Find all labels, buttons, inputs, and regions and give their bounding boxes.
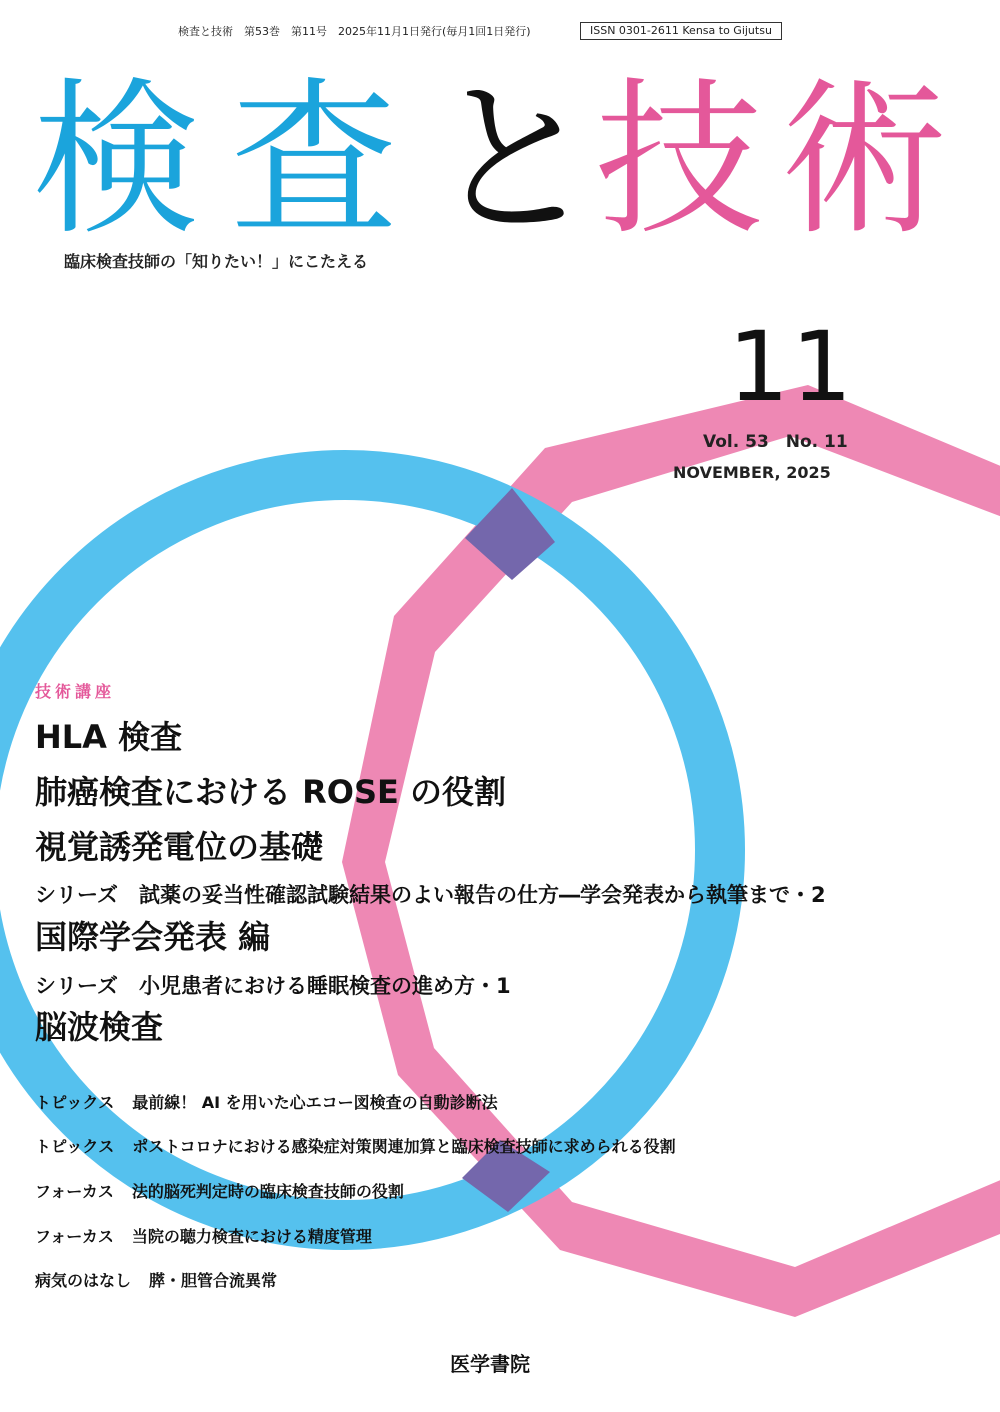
article-category: フォーカス xyxy=(35,1227,114,1246)
masthead-char-5: 術 xyxy=(780,62,948,258)
series-title: シリーズ 試薬の妥当性確認試験結果のよい報告の仕方―学会発表から執筆まで・2 xyxy=(35,883,826,907)
series-subtitle: 国際学会発表 編 xyxy=(35,918,271,956)
lecture-title: 肺癌検査における ROSE の役割 xyxy=(35,773,507,811)
publication-info: 検査と技術 第53巻 第11号 2025年11月1日発行(毎月1回1日発行) xyxy=(178,25,531,38)
lecture-title: 視覚誘発電位の基礎 xyxy=(35,828,324,866)
minor-article xyxy=(35,1271,277,1291)
article-title: 最前線！ AI を用いた心エコー図検査の自動診断法 xyxy=(132,1093,498,1112)
article-category: トピックス xyxy=(35,1093,115,1112)
tagline: 臨床検査技師の「知りたい！」にこたえる xyxy=(64,252,369,271)
masthead-char-4: 技 xyxy=(595,62,763,258)
masthead-char-3: と xyxy=(430,62,598,258)
article-title: 膵・胆管合流異常 xyxy=(149,1271,278,1290)
volume-number: Vol. 53 No. 11 xyxy=(703,432,848,452)
pink-decagon-ring xyxy=(342,385,1000,1317)
minor-article xyxy=(35,1093,498,1113)
series-title: シリーズ 小児患者における睡眠検査の進め方・1 xyxy=(35,974,511,998)
issue-number: 11 xyxy=(728,311,855,423)
article-category: 病気のはなし xyxy=(35,1271,132,1290)
lecture-title: HLA 検査 xyxy=(35,718,183,756)
issue-date: NOVEMBER, 2025 xyxy=(673,463,831,482)
article-title: ポストコロナにおける感染症対策関連加算と臨床検査技師に求められる役割 xyxy=(132,1137,676,1156)
article-title: 当院の聴力検査における精度管理 xyxy=(131,1227,372,1246)
minor-article xyxy=(35,1182,404,1202)
minor-article xyxy=(35,1227,372,1247)
masthead-char-2: 査 xyxy=(230,62,398,258)
section-label-lectures: 技術講座 xyxy=(35,682,116,701)
minor-article xyxy=(35,1137,676,1157)
issn-label: ISSN 0301-2611 Kensa to Gijutsu xyxy=(580,22,782,40)
series-subtitle: 脳波検査 xyxy=(35,1008,164,1046)
publisher-name: 医学書院 xyxy=(450,1352,530,1376)
article-category: トピックス xyxy=(35,1137,115,1156)
masthead-char-1: 検 xyxy=(32,62,200,258)
article-category: フォーカス xyxy=(35,1182,114,1201)
article-title: 法的脳死判定時の臨床検査技師の役割 xyxy=(131,1182,404,1201)
